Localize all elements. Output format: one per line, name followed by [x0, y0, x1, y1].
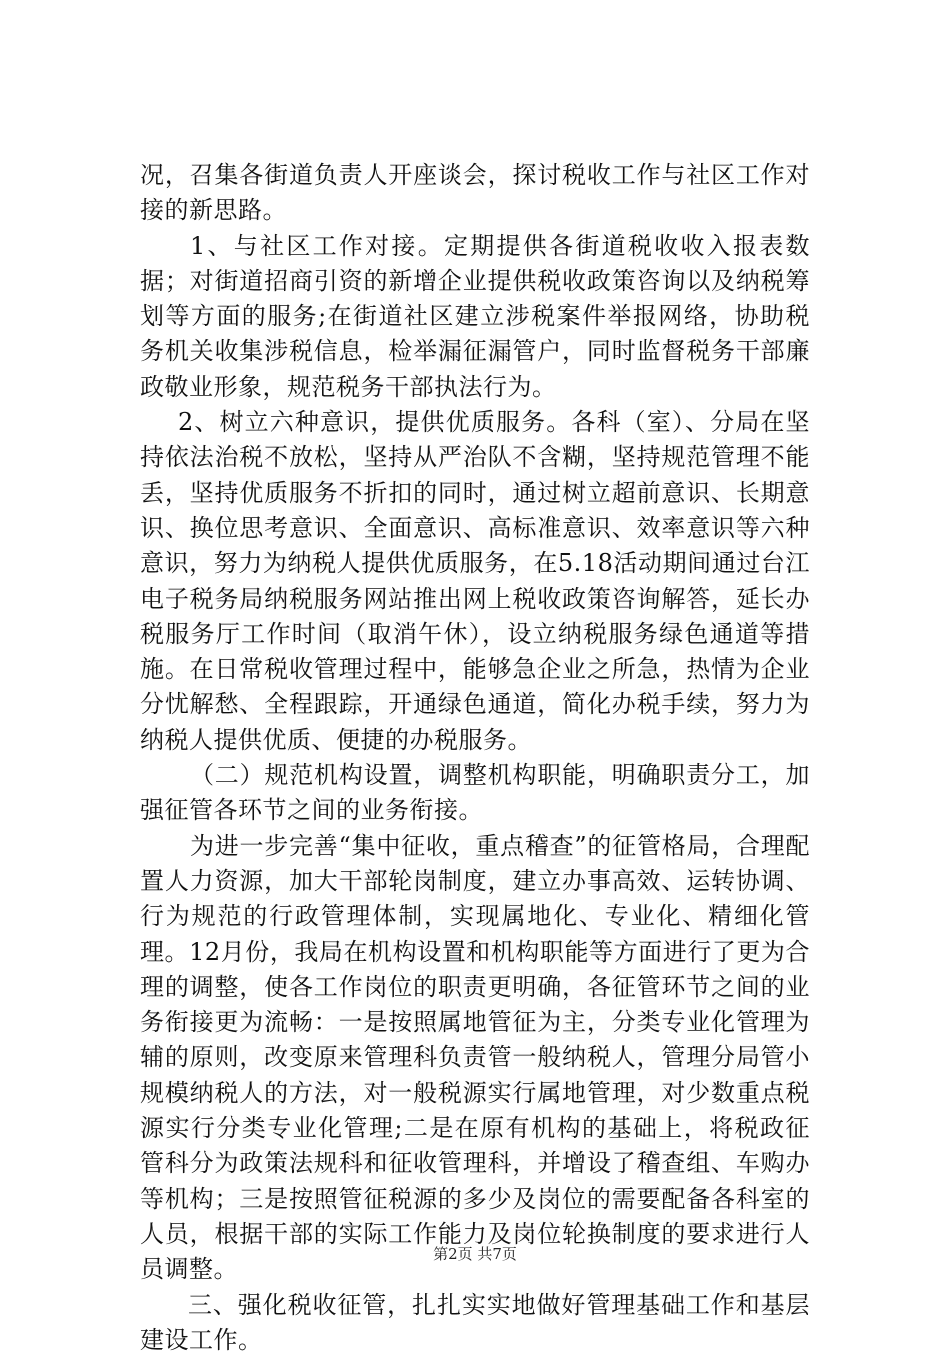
paragraph-section-2-body: 为进一步完善“集中征收，重点稽查”的征管格局，合理配置人力资源，加大干部轮岗制度，建立办事高效、运转协调、行为规范的行政管理体制，实现属地化、专业化、精细化管理。12月份，我局在机构设置和机构职能等方面进行了更为合理的调整，使各工作岗位的职责更明确，各征管环节之间的业务衔接更为流畅：一是按照属地管征为主，分类专业化管理为辅的原则，改变原来管理科负责管一般纳税人，管理分局管小规模纳税人的方法，对一般税源实行属地管理，对少数重点税源实行分类专业化管理;二是在原有机构的基础上，将税政征管科分为政策法规科和征收管理科，并增设了稽查组、车购办等机构；三是按照管征税源的多少及岗位的需要配备各科室的人员，根据干部的实际工作能力及岗位轮换制度的要求进行人员调整。 [140, 829, 810, 1288]
document-body [140, 158, 810, 1358]
paragraph-item-1: 1、与社区工作对接。定期提供各街道税收收入报表数据；对街道招商引资的新增企业提供税收政策咨询以及纳税筹划等方面的服务;在街道社区建立涉税案件举报网络，协助税务机关收集涉税信息，检举漏征漏管户，同时监督税务干部廉政敬业形象，规范税务干部执法行为。 [140, 229, 810, 405]
paragraph-continuation: 况，召集各街道负责人开座谈会，探讨税收工作与社区工作对接的新思路。 [140, 158, 810, 229]
paragraph-section-2-heading: （二）规范机构设置，调整机构职能，明确职责分工，加强征管各环节之间的业务衔接。 [140, 758, 810, 829]
paragraph-section-3-heading: 三、强化税收征管，扎扎实实地做好管理基础工作和基层建设工作。 [140, 1288, 810, 1358]
paragraph-item-2: 2、树立六种意识，提供优质服务。各科（室）、分局在坚持依法治税不放松，坚持从严治队不含糊，坚持规范管理不能丢，坚持优质服务不折扣的同时，通过树立超前意识、长期意识、换位思考意识、全面意识、高标准意识、效率意识等六种意识，努力为纳税人提供优质服务，在5.18活动期间通过台江电子税务局纳税服务网站推出网上税收政策咨询解答，延长办税服务厅工作时间（取消午休），设立纳税服务绿色通道等措施。在日常税收管理过程中，能够急企业之所急，热情为企业分忧解愁、全程跟踪，开通绿色通道，简化办税手续，努力为纳税人提供优质、便捷的办税服务。 [140, 405, 810, 758]
page-footer: 第2页 共7页 [0, 1243, 950, 1264]
